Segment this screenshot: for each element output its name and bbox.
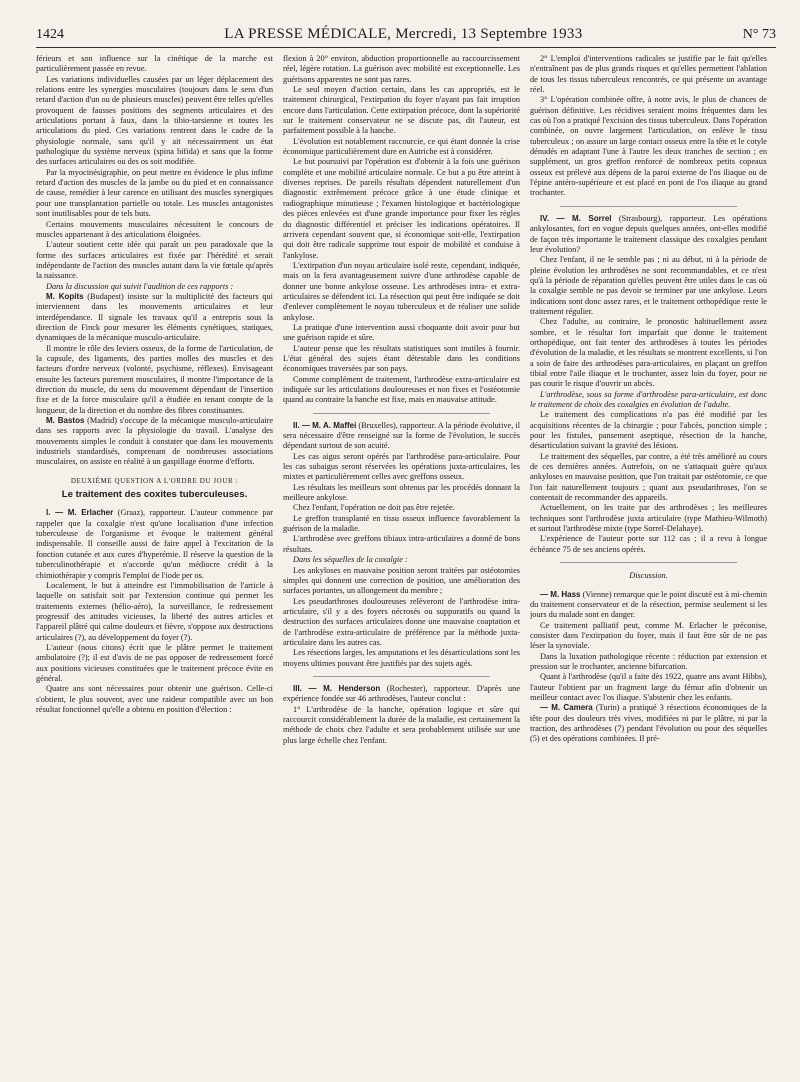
page-number: 1424 [36,27,64,42]
paragraph: Chez l'adulte, au contraire, le pronostic habituellement assez sombre, et le résultat fort imparfait que donne le traitement orthopédique, ont fait tenter des arthrodèses à toutes les périodes d'évolution de la maladie, et les résultats se montrent excellents, si l'on a soin de faire des arthrodèses para-articulaires, en plaçant un greffon tibial entre l'aile iliaque et le trochanter, assez loin du foyer, pour ne pas courir le risque d'ouvrir un abcès. [530,317,767,389]
column-3 [530,54,767,1064]
divider [313,676,490,677]
paragraph: Quant à l'arthrodèse (qu'il a faite dès 1922, quatre ans avant Hibbs), l'auteur l'obtient par un fragment large du fémur afin d'obtenir un meilleur contact avec l'os iliaque. S'abstenir chez les enfants. [530,672,767,702]
paragraph: Il montre le rôle des leviers osseux, de la forme de l'articulation, de la capsule, des ligaments, des parties molles des muscles et des facteurs d'ordre nerveux (volonté, psychisme, réflexes). Envisageant ensuite les facteurs purement musculaires, il montre l'importance de la direction du muscle, du sens du mouvement dépendant de l'insertion fixe et de la force musculaire qu'il a étudiée en tenant compte de la longueur, de la direction et du nombre des fibres constituantes. [36,343,273,415]
divider [560,562,737,563]
italic-text: Dans les séquelles de la coxalgie : [293,555,408,565]
paragraph: Quatre ans sont nécessaires pour obtenir une guérison. Celle-ci s'obtient, le plus souvent, avec une raideur compatible avec un bon résultat fonctionnel qu'elle a obtenu en position d'élection : [36,684,273,714]
paragraph [530,390,767,411]
divider [313,413,490,414]
paragraph: Certains mouvements musculaires nécessitent le concours de muscles appartenant à des articulations éloignées. [36,219,273,239]
paragraph: flexion à 20° environ, abduction proportionnelle au raccourcissement réel, légère rotation. La guérison avec mobilité est exceptionnelle. Les guérisons apparentes ne sont pas rares. [283,54,520,84]
paragraph: Localement, le but à atteindre est l'immobilisation de l'article à laquelle on satisfait soit par l'extension continue qui permet les traitements externes (hélio-aéro), la surveillance, le redressement progressif des attitudes vicieuses, la liberté des autres articles et l'appareil plâtré qui calme douleurs et fièvre, s'oppose aux destructions articulaires (?), au développement du foyer (?). [36,580,273,642]
paragraph: Par la myocinésigraphie, on peut mettre en évidence le plus infime retard d'action des muscles de la jambe ou du pied et en connaissance de cause, remédier à leur carence en utilisant des muscles synergiques pour une transplantation partielle ou totale. Les muscles antagonistes sont inutilisables pour de tels buts. [36,167,273,219]
paragraph [530,703,767,744]
paragraph: Les pseudarthroses douloureuses relèveront de l'arthrodèse intra-articulaire, s'il y a des foyers nécrosés ou suppuratifs ou quand la destruction des surfaces articulaires donne une mauvaise coaptation et de l'arthrodèse extra-articulaire de préférence par la méthode juxta-articulaire dans les autres cas. [283,596,520,647]
journal-title: LA PRESSE MÉDICALE, Mercredi, 13 Septembre 1933 [224,26,583,42]
paragraph: Le seul moyen d'action certain, dans les cas appropriés, est le traitement chirurgical, l'extirpation du foyer n'ayant pas fait irruption encore dans l'articulation. Cette extirpation précoce, dont la supériorité sur le traitement conservateur ne se discute pas, dit l'auteur, est parfaitement possible à la hanche. [283,85,520,136]
paragraph: Le traitement des séquelles, par contre, a été très amélioré au cours de ces dernières années. Autrefois, on ne s'attaquait guère qu'aux ankyloses en mauvaise position, que l'on traitait par ostéotomie, ce que l'on fait naturellement toujours ; quant aux pseudarthroses, l'on se contentait de recommander des appareils. [530,451,767,503]
paragraph: Les résections larges, les amputations et les désarticulations sont les moyens ultimes pouvant être justifiés par des sujets agés. [283,648,520,668]
paragraph: 1° L'arthrodèse de la hanche, opération logique et sûre qui raccourcit considérablement la durée de la maladie, est certainement la méthode de choix chez l'adulte et sera probablement utilisée sur une plus large échelle chez l'enfant. [283,704,520,745]
italic-text: Dans la discussion qui suivit l'audition de ces rapports : [46,281,234,291]
paragraph: férieurs et son influence sur la cinétique de la marche est particulièrement passée en revue. [36,54,273,74]
paragraph [36,416,273,468]
paragraph-text: (Vienne) remarque que le point discuté est à mi-chemin du traitement conservateur et de la résection, permise seulement si les jours du malade sont en danger. [530,589,767,620]
paragraph [36,292,273,344]
speaker-name: M. Bastos [46,416,85,426]
paragraph-text: (Budapest) insiste sur la multiplicité des facteurs qui interviennent dans les mouvements articulaires et leur interdépendance. Il signale les travaux qu'il a entrepris sous la direction de Finck pour mesurer les éléments cynétiques, statiques, dynamiques de la mécanique musculo-articulaire. [36,291,273,343]
paragraph: L'auteur soutient cette idée qui paraît un peu paradoxale que la forme des surfaces articulaires est fixée par l'hérédité et serait indépendante de l'action des muscles autant dans la vie fœtale qu'après la naissance. [36,240,273,281]
paragraph [530,590,767,621]
column-2 [283,54,520,1064]
paragraph: Actuellement, on les traite par des arthrodèses ; les meilleures techniques sont l'arthrodèse juxta articulaire (type Mathieu-Wilmoth) et surtout l'arthrodèse mixte (type Sorrel-Delahaye). [530,503,767,534]
paragraph: 3° L'opération combinée offre, à notre avis, le plus de chances de guérison définitive. Les récidives seraient moins fréquentes dans les cas où l'on a pratiqué l'excision des tissus tuberculeux. Dans l'opération combinée, on ouvre largement l'articulation, on enlève le tissu tuberculeux ; on assure un large contact osseux entre la tête et le cotyle dénudés en adaptant l'une à l'autre les deux tranches de section ; en supplément, un gros greffon renforcé de nombreux petits copeaux osseux est prélevé aux dépens de la paroi externe de l'os iliaque ou de l'épine antéro-supérieure et est placé en pont de l'os iliaque au grand trochanter. [530,95,767,198]
paragraph [283,684,520,705]
speaker-name: — M. Camera [540,703,593,713]
paragraph: Le but poursuivi par l'opération est d'obtenir à la fois une guérison complète et une mobilité articulaire normale. Ce but a pu être atteint à diverses reprises. De pareils résultats dépendent naturellement d'un diagnostic extrêmement précoce grâce à une étude clinique et radiographique minutieuse ; l'examen histologique et bactériologique des pièces enlevées est d'une grande importance pour fixer les règles du diagnostic différentiel et préciser les indications opératoires. Il arrivera cependant souvent que, si économique soit-elle, l'extirpation qui doit être radicale supprime tout espoir de mobilité et conduise à l'ankylose. [283,157,520,260]
paragraph: L'arthrodèse avec greffons tibiaux intra-articulaires a donné de bons résultats. [283,534,520,554]
paragraph: L'expérience de l'auteur porte sur 112 cas ; il a revu à longue échéance 75 de ses anciens opérés. [530,534,767,554]
paragraph: Chez l'enfant, l'opération ne doit pas être rejetée. [293,503,455,513]
paragraph: Le greffon transplanté en tissu osseux influence favorablement la guérison de la maladie. [283,513,520,534]
paragraph: L'auteur pense que les résultats statistiques sont inutiles à fournir. L'état général des sujets étant détestable dans les conditions économiques traversées par son pays. [283,343,520,374]
speaker-name: II. — M. A. Maffei [293,420,357,430]
discussion-heading: Discussion. [629,571,668,581]
paragraph: Les variations individuelles causées par un léger déplacement des relations entre les synergies musculaires (toujours dans le sens d'un retard d'action d'un ou de plusieurs muscles) peuvent être telles qu'elles provoquent de fausses positions des segments articulaires et des articulations portant à faux, dans la tibio-tarsienne et toutes les articulations du pied. Ces variations rentrent dans le cadre de la physiologie normale, sans qu'il y ait nécessairement un état pathologique du système nerveux (spina bifida) et sans que la forme des surfaces articulaires ou des os soit modifiée. [36,74,273,167]
paragraph: L'auteur (nous citons) écrit que le plâtre permet le traitement ambulatoire (?); il est d'avis de ne pas opposer de redressement forcé aux positions vicieuses constituées que le traitement précoce évite en général. [36,642,273,683]
section-label: DEUXIÈME QUESTION A L'ORDRE DU JOUR : [70,476,239,485]
text-columns [36,54,776,1064]
paragraph-text: (Rochester), rapporteur. D'après une expérience fondée sur 46 arthrodèses, l'auteur conclut : [283,683,520,704]
paragraph: Le traitement des complications n'a pas été modifié par les acquisitions récentes de la chirurgie ; pour l'abcès, ponction simple ; pour les fistules, pansement aseptique, résection de la hanche, désarticulation suivant la gravité des lésions. [530,410,767,451]
paragraph: 2° L'emploi d'interventions radicales se justifie par le fait qu'elles n'entraînent pas de plus grands risques et qu'elles permettent l'ablation de tous les tissus tuberculeux rencontrés, ce qui présente un avantage réel. [530,54,767,95]
divider [560,206,737,207]
paragraph: L'évolution est notablement raccourcie, ce qui étant donnée la crise économique particulièrement dure en Autriche est à considérer. [283,136,520,157]
paragraph [36,282,273,292]
paragraph: Dans la luxation pathologique récente : réduction par extension et pression sur le trochanter, ancienne bifurcation. [530,651,767,671]
paragraph: Les résultats les meilleurs sont obtenus par les procédés donnant la meilleure ankylose. [283,482,520,503]
paragraph: Chez l'enfant, il ne le semble pas ; ni au début, ni à la période de pleine évolution les arthrodèses ne sont recommandables, et ce n'est qu'à la période de réparation qu'elles peuvent être utiles dans le cas où la coxalgie semble ne pas devoir se terminer par une ankylose. Leurs indications sont donc assez rares, et le traitement orthopédique reste le traitement régulier. [530,255,767,316]
paragraph-text: (Strasbourg), rapporteur. Les opérations ankylosantes, fort en vogue depuis quelques années, ont-elles modifié de façon très importante le traitement classique des coxalgies pendant leur évolution? [530,213,767,254]
speaker-name: I. — M. Erlacher [46,508,114,518]
paragraph: Les cas aigus seront opérés par l'arthrodèse para-articulaire. Pour les cas subaigus seront réservées les opérations juxta-articulaires, les mixtes et particulièrement celles avec greffons osseux. [283,451,520,482]
column-1 [36,54,273,1064]
paragraph [36,508,273,580]
paragraph-text: (Turin) a pratiqué 3 résections économiques de la tête pour des douleurs très vives, modifiées ni par le plâtre, ni par la traction, des arthrodèses (7) pendant l'évolution ou pour des séquelles (5) et des opérations combinées. Il pré- [530,703,767,744]
paragraph: Comme complément de traitement, l'arthrodèse extra-articulaire est indiquée sur les articulations douloureuses et non fixes et l'ostéotomie quand au contraire la hanche est fixe, mais en mauvaise attitude. [283,374,520,405]
paragraph [283,555,520,565]
paragraph: La pratique d'une intervention aussi choquante doit avoir pour but une guérison rapide et sûre. [283,322,520,343]
paragraph-text: (Graaz), rapporteur. L'auteur commence par rappeler que la coxalgie n'est qu'une localisation d'une infection tuberculeuse de l'organisme et évoque le traitement général indispensable. Il conseille aussi de faire appel à l'excitation de la fonction cutanée et aux cures d'hyperémie. Il réserve la question de la tuberculinothérapie et n'accorde qu'un médiocre crédit à la chimiothérapie y compris l'emploi de l'iode per os. [36,508,273,580]
paragraph: L'extirpation d'un noyau articulaire isolé reste, cependant, indiquée, mais on la fera avantageusement suivre d'une arthrodèse capable de donner une bonne ankylose osseuse. Les arthrodèses intra- et extra-articulaires se défendent ici. La résection qui peut être indiquée se doit d'enlever complètement le noyau tuberculeux et de réaliser une solide ankylose. [283,260,520,322]
speaker-name: M. Kopits [46,291,84,301]
italic-text: L'arthrodèse, sous sa forme d'arthrodèse para-articulaire, est donc le traitement de choix des coxalgies en évolution de l'adulte. [530,389,767,409]
speaker-name: — M. Hass [540,589,581,599]
section-title: Le traitement des coxites tuberculeuses. [61,489,248,501]
page-header [36,26,776,48]
paragraph: Ce traitement palliatif peut, comme M. Erlacher le préconise, consister dans l'extirpation du foyer, mais il faut être sûr de ne pas léser la synoviale. [530,620,767,651]
paragraph [530,214,767,255]
issue-number: N° 73 [742,27,776,42]
paragraph-text: (Madrid) s'occupe de la mécanique musculo-articulaire dans ses rapports avec la physiologie du travail. L'analyse des mouvements simples le conduit à constater que dans les mouvements industriels standardisés, comprenant de nombreuses associations musculaires, on assiste en réalité à un gaspillage énorme d'efforts. [36,416,273,467]
paragraph [283,421,520,452]
speaker-name: III. — M. Henderson [293,683,381,693]
paragraph: Les ankyloses en mauvaise position seront traitées par ostéotomies simples qui donnent une correction de position, une amélioration des surfaces portantes, un allongement du membre ; [283,565,520,596]
speaker-name: IV. — M. Sorrel [540,213,612,223]
paragraph-text: (Bruxelles), rapporteur. A la période évolutive, il sera nécessaire d'être renseigné sur la forme de l'évolution, le succès dépendant surtout de son acuité. [283,420,520,451]
